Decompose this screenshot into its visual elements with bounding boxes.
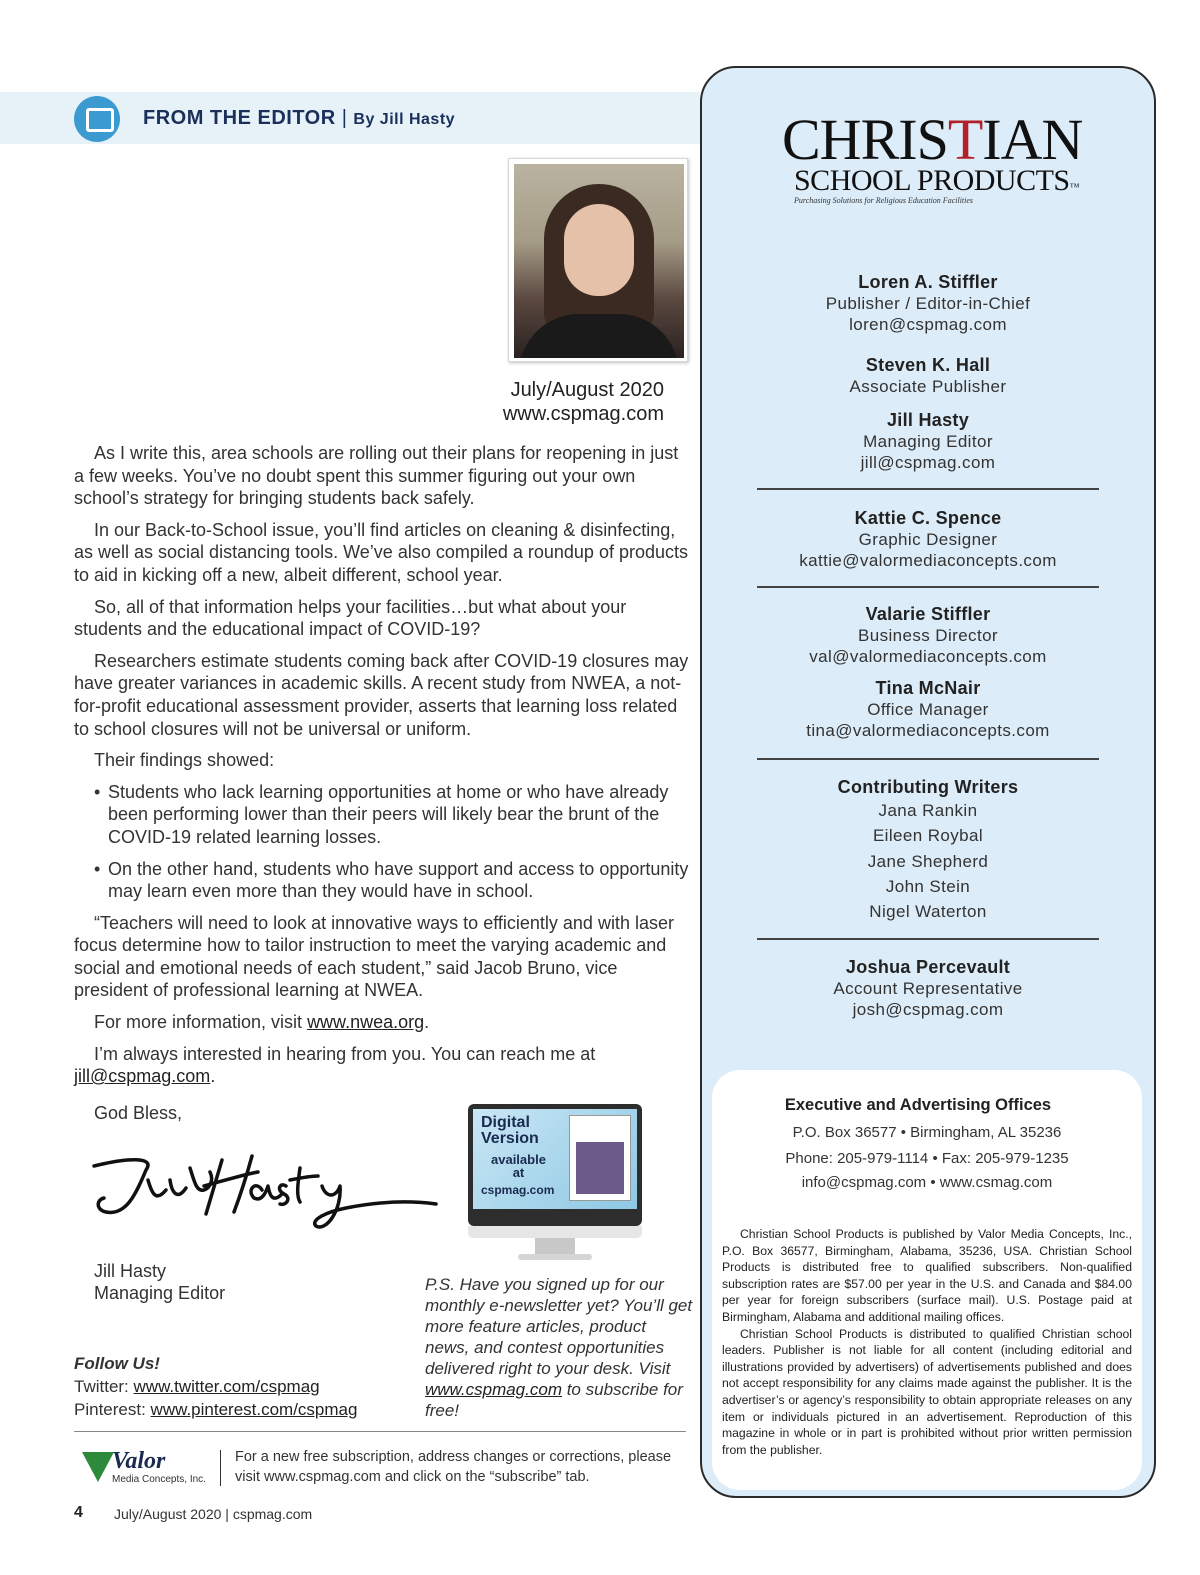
staff-entry (720, 507, 1136, 571)
pinterest-label: Pinterest: (74, 1400, 151, 1419)
paragraph: “Teachers will need to look at innovative ways to efficiently and with laser focus determine how to tailor instruction to meet the varying academic and social and emotional needs of each student,” said Jacob Bruno, vice president of professional learning at NWEA. (74, 912, 674, 1001)
staff-name: Tina McNair (875, 678, 981, 698)
staff-email[interactable]: val@valormediaconcepts.com (809, 647, 1047, 666)
legal-notice (722, 1226, 1132, 1458)
staff-email[interactable]: tina@valormediaconcepts.com (806, 721, 1050, 740)
footer-vertical-divider (220, 1450, 221, 1486)
section-title-text: FROM THE EDITOR (143, 107, 336, 129)
csp-logo (782, 107, 1083, 210)
signature (86, 1150, 446, 1250)
findings-list (94, 781, 692, 903)
ps-text: to subscribe for free! (425, 1380, 683, 1420)
offices-heading: Executive and Advertising Offices (784, 1096, 1052, 1114)
staff-name: Jill Hasty (886, 410, 970, 430)
editor-email-link[interactable]: jill@cspmag.com (74, 1066, 211, 1087)
legal-paragraph: Christian School Products is published by Valor Media Concepts, Inc., P.O. Box 36577, Birmingham, Alabama, 35236, USA. Christian School Products is distributed free to qualified subscribers. Non-qualified subscription rates are $57.00 per year in the U.S. and Canada and $84.00 per year for foreign subscribers (surface mail). U.S. Postage paid at Birmingham, Alabama and additional mailing offices. (722, 1227, 1132, 1324)
staff-name: Kattie C. Spence (854, 508, 1002, 528)
monitor-screen (468, 1104, 642, 1226)
follow-us (74, 1352, 357, 1421)
sidebar-divider (757, 488, 1099, 490)
paragraph-text: For more information, visit (94, 1012, 308, 1033)
editor-role: Managing Editor (94, 1283, 226, 1303)
sidebar-divider (757, 758, 1099, 760)
digital-site: cspmag.com (481, 1183, 555, 1197)
magazine-cover (569, 1115, 631, 1201)
list-item: • Students who lack learning opportunities at home or who have already been performing lower than their peers will likely bear the brunt of the COVID-19 related learning losses. (94, 781, 692, 849)
staff-title: Managing Editor (863, 432, 993, 451)
staff-email[interactable]: jill@cspmag.com (860, 453, 996, 472)
byline: By Jill Hasty (353, 111, 456, 128)
digital-available: available at (491, 1152, 546, 1180)
staff-title: Office Manager (867, 700, 989, 719)
staff-entry (720, 603, 1136, 667)
pinterest-line (74, 1398, 357, 1421)
footer-divider (74, 1431, 686, 1432)
writer-name: Jane Shepherd (867, 851, 989, 871)
staff-name: Valarie Stiffler (865, 604, 991, 624)
paragraph: Researchers estimate students coming back after COVID-19 closures may have greater variances in academic skills. A recent study from NWEA, a not-for-profit educational assessment provider, asserts that learning loss related to school closures will not be universal or uniform. (74, 650, 689, 739)
editor-photo-image (514, 164, 684, 358)
digital-title: Digital Version (481, 1114, 539, 1147)
issue-info (440, 378, 664, 426)
staff-email[interactable]: josh@cspmag.com (852, 1000, 1004, 1019)
twitter-label: Twitter: (74, 1377, 134, 1396)
cross-icon: T (947, 107, 983, 172)
logo-tagline: Purchasing Solutions for Religious Education Facilities (794, 196, 974, 205)
list-item: • On the other hand, students who have support and access to opportunity may learn even more than they would have in school. (94, 858, 692, 903)
legal-paragraph: Christian School Products is distributed to qualified Christian school leaders. Publisher is not liable for all content (including editorial and illustrations provided by advertisers) of advertisements published and does not accept responsibility for any claims made against the publisher. It is the advertiser’s or agency’s responsibility to obtain appropriate releases on any item or individuals pictured in an advertisement. Reproduction of this magazine in whole or in part is prohibited without prior written permission from the publisher. (722, 1326, 1132, 1457)
staff-title: Associate Publisher (849, 377, 1007, 396)
issue-date: July/August 2020 (510, 379, 664, 401)
staff-entry (720, 409, 1136, 473)
staff-email[interactable]: loren@cspmag.com (849, 315, 1007, 334)
staff-title: Publisher / Editor-in-Chief (825, 294, 1031, 313)
issue-site: www.cspmag.com (502, 403, 664, 425)
offices-address: P.O. Box 36577 • Birmingham, AL 35236 (792, 1124, 1062, 1141)
pinterest-link[interactable]: www.pinterest.com/cspmag (150, 1400, 358, 1419)
digital-version-ad[interactable] (468, 1104, 642, 1262)
writer-name: Jana Rankin (878, 801, 978, 820)
title-separator: | (341, 107, 348, 129)
signature-block (94, 1260, 225, 1304)
staff-email[interactable]: kattie@valormediaconcepts.com (799, 551, 1057, 570)
ps-note (425, 1274, 693, 1421)
writer-name: John Stein (885, 876, 971, 896)
monitor-chin (468, 1226, 642, 1238)
typewriter-icon (74, 96, 120, 142)
ps-text: P.S. Have you signed up for our monthly e-newsletter yet? You’ll get more feature articles, product news, and contest opportunities delivered right to your desk. Visit (425, 1275, 693, 1378)
offices-phone: Phone: 205-979-1114 • Fax: 205-979-1235 (785, 1150, 1069, 1167)
twitter-line (74, 1375, 357, 1398)
paragraph-text: . (210, 1066, 216, 1087)
paragraph: As I write this, area schools are rolling out their plans for reopening in just a few weeks. You’ve no doubt spent this summer figuring out your own school’s strategy for bringing students back safely. (74, 443, 679, 509)
twitter-link[interactable]: www.twitter.com/cspmag (133, 1377, 320, 1396)
paragraph-text: . (424, 1012, 430, 1033)
follow-title: Follow Us! (74, 1354, 160, 1373)
editor-photo (508, 158, 688, 362)
logo-wordmark: CHRISTIAN (782, 107, 1083, 172)
page-issue: July/August 2020 | cspmag.com (114, 1506, 313, 1522)
subscribe-link[interactable]: www.cspmag.com (425, 1380, 562, 1399)
writer-name: Eileen Roybal (872, 826, 984, 846)
article-body (74, 442, 692, 1097)
staff-entry (720, 354, 1136, 397)
monitor-stand (535, 1238, 575, 1254)
paragraph: Their findings showed: (94, 750, 275, 771)
logo-subtitle: SCHOOL PRODUCTS™ (794, 164, 1079, 197)
staff-title: Graphic Designer (858, 530, 998, 549)
section-title (143, 107, 455, 130)
staff-name: Loren A. Stiffler (858, 272, 998, 292)
page-number: 4 (74, 1504, 83, 1521)
paragraph: So, all of that information helps your facilities…but what about your students and the educational impact of COVID-19? (74, 596, 627, 640)
section-heading: Contributing Writers (837, 777, 1019, 797)
staff-name: Joshua Percevault (845, 957, 1011, 977)
staff-title: Account Representative (833, 979, 1023, 998)
paragraph-text: I’m always interested in hearing from you. You can reach me at (94, 1043, 596, 1064)
editor-name: Jill Hasty (94, 1261, 167, 1281)
paragraph (74, 1011, 692, 1034)
offices-web[interactable]: info@cspmag.com • www.csmag.com (801, 1174, 1053, 1191)
valor-logo (82, 1448, 212, 1488)
sidebar-divider (757, 586, 1099, 588)
valor-wordmark: Valor (112, 1448, 166, 1474)
staff-title: Business Director (857, 626, 998, 645)
paragraph: In our Back-to-School issue, you’ll find articles on cleaning & disinfecting, as well as social distancing tools. We’ve also compiled a roundup of products to aid in kicking off a new, albeit different, school year. (74, 519, 688, 585)
staff-entry (720, 677, 1136, 741)
writer-name: Nigel Waterton (869, 902, 987, 922)
staff-entry (720, 956, 1136, 1020)
sidebar-divider (757, 938, 1099, 940)
closing-greeting: God Bless, (94, 1103, 183, 1123)
contributing-writers (720, 776, 1136, 924)
subscription-note: For a new free subscription, address changes or corrections, please visit www.cspmag.com and click on the “subscribe” tab. (235, 1449, 672, 1485)
valor-subtitle: Media Concepts, Inc. (112, 1474, 206, 1485)
valor-v-icon (82, 1452, 114, 1482)
nwea-link[interactable]: www.nwea.org (307, 1012, 425, 1033)
paragraph (74, 1043, 692, 1088)
monitor-base (518, 1254, 592, 1260)
staff-name: Steven K. Hall (865, 355, 991, 375)
staff-entry (720, 271, 1136, 335)
